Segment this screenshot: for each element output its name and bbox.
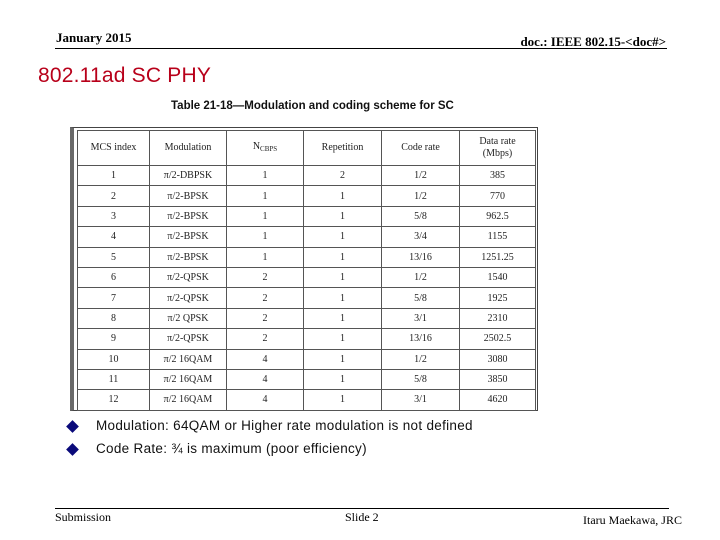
- cell-repetition: 1: [304, 308, 382, 328]
- cell-data-rate: 1155: [460, 227, 536, 247]
- cell-data-rate: 770: [460, 186, 536, 206]
- diamond-bullet-icon: [66, 443, 79, 456]
- mcs-table: [77, 130, 536, 411]
- cell-mcs: 5: [78, 247, 150, 267]
- header-mcs-index: MCS index: [78, 131, 150, 166]
- table-row: [78, 186, 536, 206]
- cell-data-rate: 962.5: [460, 206, 536, 226]
- header-data-rate: [460, 131, 536, 166]
- cell-code-rate: 1/2: [382, 349, 460, 369]
- table-row: [78, 329, 536, 349]
- cell-mcs: 3: [78, 206, 150, 226]
- header-ncbps-main: N: [252, 141, 261, 152]
- cell-mcs: 10: [78, 349, 150, 369]
- cell-repetition: 1: [304, 186, 382, 206]
- footer-author: Itaru Maekawa, JRC: [583, 513, 682, 527]
- cell-data-rate: 3850: [460, 369, 536, 389]
- cell-ncbps: 1: [227, 247, 304, 267]
- footer-slide-number: Slide 2: [345, 510, 379, 524]
- cell-ncbps: 4: [227, 369, 304, 389]
- header-divider: [55, 48, 667, 49]
- cell-repetition: 1: [304, 349, 382, 369]
- table-row: [78, 247, 536, 267]
- cell-repetition: 1: [304, 267, 382, 287]
- table-row: [78, 390, 536, 410]
- cell-modulation: π/2-QPSK: [150, 329, 227, 349]
- cell-repetition: 1: [304, 329, 382, 349]
- cell-code-rate: 13/16: [382, 329, 460, 349]
- table-row: [78, 206, 536, 226]
- table-row: [78, 267, 536, 287]
- cell-code-rate: 3/4: [382, 227, 460, 247]
- cell-data-rate: 3080: [460, 349, 536, 369]
- slide-title: 802.11ad SC PHY: [38, 64, 212, 87]
- cell-ncbps: 1: [227, 166, 304, 186]
- table-row: [78, 166, 536, 186]
- cell-ncbps: 2: [227, 329, 304, 349]
- cell-code-rate: 3/1: [382, 308, 460, 328]
- header-data-rate-line1: Data rate: [479, 136, 516, 147]
- cell-ncbps: 1: [227, 227, 304, 247]
- cell-mcs: 4: [78, 227, 150, 247]
- table-row: [78, 369, 536, 389]
- cell-data-rate: 1540: [460, 267, 536, 287]
- cell-repetition: 2: [304, 166, 382, 186]
- cell-code-rate: 13/16: [382, 247, 460, 267]
- cell-modulation: π/2-DBPSK: [150, 166, 227, 186]
- cell-data-rate: 4620: [460, 390, 536, 410]
- cell-data-rate: 1925: [460, 288, 536, 308]
- table-header-row: [78, 131, 536, 166]
- header-modulation: Modulation: [150, 131, 227, 166]
- cell-ncbps: 1: [227, 186, 304, 206]
- header-data-rate-line2: (Mbps): [482, 148, 513, 159]
- footer-divider: [55, 508, 669, 509]
- cell-repetition: 1: [304, 288, 382, 308]
- diamond-bullet-icon: [66, 420, 79, 433]
- cell-ncbps: 4: [227, 349, 304, 369]
- header-doc-id: doc.: IEEE 802.15-<doc#>: [520, 34, 666, 49]
- cell-mcs: 1: [78, 166, 150, 186]
- cell-mcs: 12: [78, 390, 150, 410]
- cell-code-rate: 1/2: [382, 186, 460, 206]
- cell-modulation: π/2 16QAM: [150, 390, 227, 410]
- cell-modulation: π/2-BPSK: [150, 186, 227, 206]
- cell-repetition: 1: [304, 247, 382, 267]
- table-row: [78, 308, 536, 328]
- cell-mcs: 7: [78, 288, 150, 308]
- bullet-text: Modulation: 64QAM or Higher rate modulation is not defined: [96, 418, 473, 433]
- cell-modulation: π/2 16QAM: [150, 349, 227, 369]
- table-row: [78, 349, 536, 369]
- cell-data-rate: 2502.5: [460, 329, 536, 349]
- cell-modulation: π/2 QPSK: [150, 308, 227, 328]
- header-date: January 2015: [56, 30, 132, 45]
- cell-mcs: 9: [78, 329, 150, 349]
- cell-data-rate: 385: [460, 166, 536, 186]
- cell-ncbps: 2: [227, 267, 304, 287]
- cell-repetition: 1: [304, 206, 382, 226]
- cell-mcs: 2: [78, 186, 150, 206]
- table-row: [78, 227, 536, 247]
- header-ncbps-sub: CBPS: [260, 145, 278, 153]
- cell-ncbps: 4: [227, 390, 304, 410]
- cell-modulation: π/2-BPSK: [150, 247, 227, 267]
- cell-code-rate: 1/2: [382, 166, 460, 186]
- cell-code-rate: 5/8: [382, 288, 460, 308]
- table-caption: Table 21-18—Modulation and coding scheme for SC: [171, 100, 454, 112]
- cell-data-rate: 2310: [460, 308, 536, 328]
- cell-code-rate: 5/8: [382, 206, 460, 226]
- cell-modulation: π/2-QPSK: [150, 288, 227, 308]
- footer-submission: Submission: [55, 510, 112, 524]
- bullet-text: Code Rate: ¾ is maximum (poor efficiency): [96, 441, 367, 456]
- cell-repetition: 1: [304, 390, 382, 410]
- cell-ncbps: 1: [227, 206, 304, 226]
- header-code-rate: Code rate: [382, 131, 460, 166]
- header-repetition: Repetition: [304, 131, 382, 166]
- cell-code-rate: 5/8: [382, 369, 460, 389]
- table-row: [78, 288, 536, 308]
- cell-ncbps: 2: [227, 288, 304, 308]
- cell-ncbps: 2: [227, 308, 304, 328]
- cell-repetition: 1: [304, 227, 382, 247]
- cell-code-rate: 3/1: [382, 390, 460, 410]
- cell-mcs: 6: [78, 267, 150, 287]
- cell-modulation: π/2-BPSK: [150, 206, 227, 226]
- cell-data-rate: 1251.25: [460, 247, 536, 267]
- cell-code-rate: 1/2: [382, 267, 460, 287]
- cell-modulation: π/2 16QAM: [150, 369, 227, 389]
- cell-mcs: 8: [78, 308, 150, 328]
- cell-repetition: 1: [304, 369, 382, 389]
- cell-mcs: 11: [78, 369, 150, 389]
- header-ncbps: [227, 131, 304, 166]
- cell-modulation: π/2-QPSK: [150, 267, 227, 287]
- cell-modulation: π/2-BPSK: [150, 227, 227, 247]
